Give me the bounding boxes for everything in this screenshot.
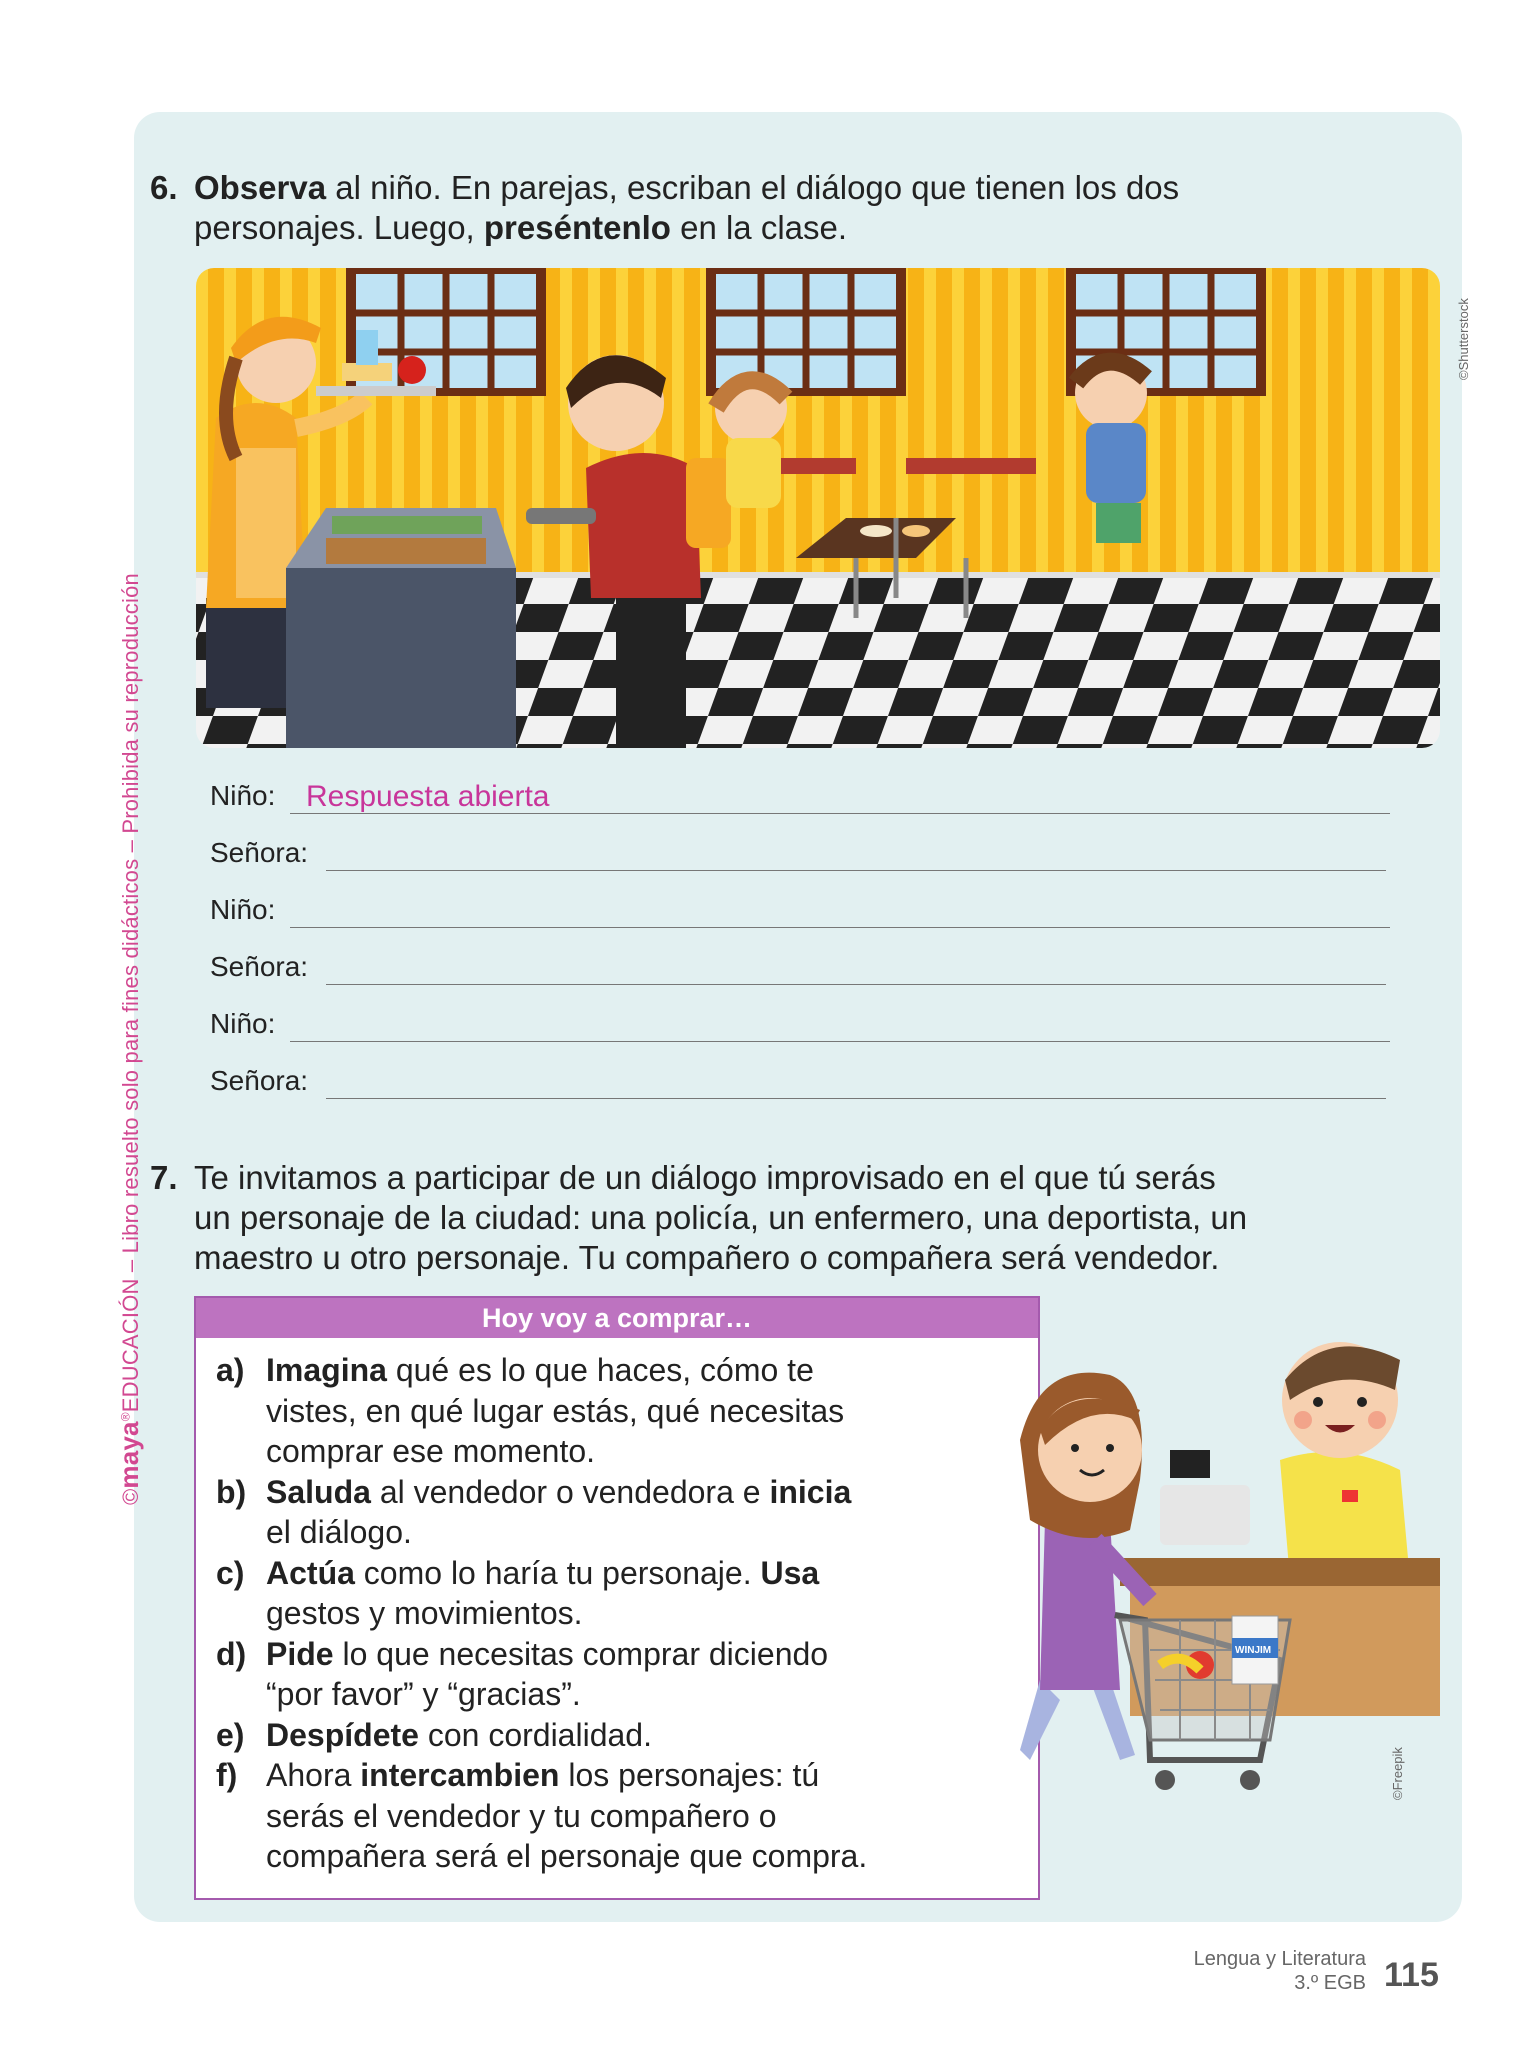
answer-text: Respuesta abierta	[306, 780, 550, 813]
item-letter: c)	[216, 1554, 245, 1591]
text-span: en la clase.	[670, 209, 848, 246]
speaker-label: Niño:	[210, 1008, 276, 1039]
instruction-item-a	[216, 1350, 1020, 1472]
text-span: qué es lo que haces, cómo te	[386, 1352, 814, 1388]
text-span: con cordialidad.	[418, 1716, 652, 1753]
bold-word: intercambien	[360, 1757, 560, 1793]
bold-word: Usa	[760, 1554, 820, 1591]
dialogue-row	[210, 1063, 1390, 1103]
image-credit: ©Shutterstock	[1456, 298, 1471, 380]
bold-word: Observa	[194, 169, 327, 206]
question-number: 6.	[150, 169, 178, 206]
instruction-item-f	[216, 1755, 1020, 1877]
dialogue-row	[210, 778, 1390, 818]
text-line: el diálogo.	[266, 1514, 412, 1550]
text-span: al niño. En parejas, escriban el diálogo que tienen los dos	[326, 169, 1180, 206]
answer-line[interactable]	[290, 1041, 1390, 1042]
answer-line[interactable]	[290, 927, 1390, 928]
speaker-label: Señora:	[210, 837, 309, 868]
item-letter: f)	[216, 1757, 238, 1793]
dialogue-row	[210, 1006, 1390, 1046]
question-6-line-1	[194, 168, 1400, 208]
bold-word: Actúa	[266, 1554, 355, 1591]
text-line: comprar ese momento.	[266, 1433, 596, 1469]
text-span: los personajes: tú	[559, 1757, 820, 1793]
text-span: como lo haría tu personaje.	[354, 1554, 761, 1591]
instruction-item-b	[216, 1472, 1020, 1553]
dialogue-row	[210, 835, 1390, 875]
bold-word: inicia	[769, 1473, 852, 1510]
item-letter: b)	[216, 1473, 247, 1510]
instruction-item-e	[216, 1715, 1020, 1756]
question-7	[150, 1158, 1410, 1278]
shopping-illustration	[1000, 1320, 1450, 1840]
text-line: compañera será el personaje que compra.	[266, 1838, 868, 1874]
dialogue-row	[210, 892, 1390, 932]
answer-line[interactable]	[326, 984, 1386, 985]
speaker-label: Señora:	[210, 951, 309, 982]
question-7-line-2: un personaje de la ciudad: una policía, un enfermero, una deportista, un	[194, 1199, 1248, 1236]
milk-carton-label: WINJIM	[1235, 1645, 1272, 1656]
bold-word: Pide	[266, 1635, 334, 1672]
question-6	[150, 168, 1400, 248]
footer-grade: 3.º EGB	[1294, 1972, 1366, 1994]
brand-logo: maya	[114, 1421, 144, 1489]
speaker-label: Señora:	[210, 1065, 309, 1096]
text-line: serás el vendedor y tu compañero o	[266, 1797, 777, 1834]
instruction-item-d	[216, 1634, 1020, 1715]
instructions-box	[194, 1296, 1040, 1900]
question-7-line-1: Te invitamos a participar de un diálogo improvisado en el que tú serás	[194, 1159, 1216, 1196]
question-7-line-3: maestro u otro personaje. Tu compañero o compañera será vendedor.	[194, 1239, 1220, 1276]
item-letter: d)	[216, 1635, 247, 1672]
registered-mark: ®	[118, 1412, 133, 1422]
question-number: 7.	[150, 1159, 178, 1196]
bold-word: preséntenlo	[483, 209, 671, 246]
shopkeeper	[1280, 1342, 1410, 1580]
text-span: lo que necesitas comprar diciendo	[333, 1635, 829, 1672]
copyright-text: EDUCACIÓN – Libro resuelto solo para fines didácticos – Prohibida su reproducción	[118, 573, 143, 1413]
cafeteria-illustration	[196, 268, 1440, 748]
image-credit: ©Freepik	[1390, 1747, 1405, 1800]
dialogue-row	[210, 949, 1390, 989]
page-number: 115	[1384, 1956, 1439, 1994]
speaker-label: Niño:	[210, 894, 276, 925]
answer-line[interactable]	[326, 870, 1386, 871]
answer-line[interactable]	[326, 1098, 1386, 1099]
instruction-item-c	[216, 1553, 1020, 1634]
question-6-line-2	[194, 208, 1400, 248]
box-title: Hoy voy a comprar…	[196, 1298, 1038, 1338]
text-line: “por favor” y “gracias”.	[266, 1676, 581, 1712]
text-span: al vendedor o vendedora e	[370, 1473, 770, 1510]
item-letter: e)	[216, 1716, 245, 1753]
text-line: vistes, en qué lugar estás, qué necesitas	[266, 1392, 845, 1429]
bold-word: Saluda	[266, 1473, 371, 1510]
text-line: gestos y movimientos.	[266, 1595, 583, 1631]
footer-subject: Lengua y Literatura	[1193, 1948, 1366, 1970]
text-span: Ahora	[266, 1757, 361, 1793]
serving-counter	[286, 508, 516, 748]
copyright-symbol: ©	[118, 1488, 143, 1505]
speaker-label: Niño:	[210, 780, 276, 811]
shopping-cart	[1115, 1615, 1290, 1790]
bold-word: Despídete	[266, 1716, 419, 1753]
bold-word: Imagina	[266, 1352, 387, 1388]
copyright-sidebar	[114, 573, 145, 1505]
item-letter: a)	[216, 1352, 245, 1388]
text-span: personajes. Luego,	[194, 209, 484, 246]
